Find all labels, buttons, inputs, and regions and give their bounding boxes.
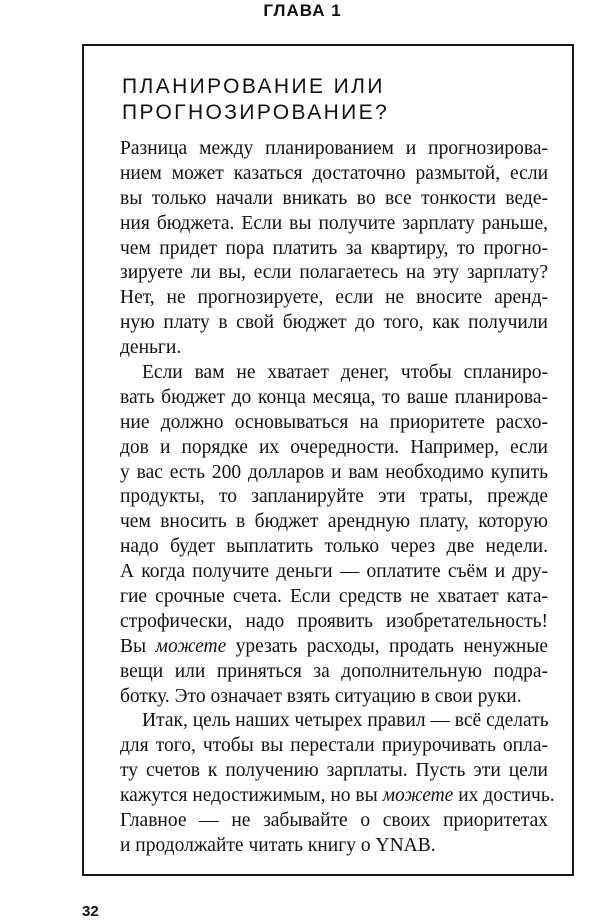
paragraph: [120, 709, 555, 858]
text-line: деньги.: [120, 337, 182, 359]
text-line: ния бюджета. Если вы получите зарплату раньше,: [120, 212, 548, 234]
text-line: ние должно основываться на приоритете расхо-: [120, 411, 548, 433]
text-line: вещи или приняться за дополнительную подра-: [120, 660, 548, 682]
text-line: и продолжайте читать книгу о YNAB.: [120, 834, 436, 856]
text-line: вать бюджет до конца месяца, то ваше планирова-: [120, 386, 548, 408]
text-line: гие срочные счета. Если средств не хватает ката-: [120, 586, 548, 608]
text-line: вы только начали вникать во все тонкости веде-: [120, 187, 548, 209]
text-line: надо будет выплатить только через две недели.: [120, 536, 548, 558]
text-line: Если вам не хватает денег, чтобы спланиро-: [142, 362, 548, 384]
text-line: нием может казаться достаточно размытой, если: [120, 162, 548, 184]
text-line: продукты, то запланируйте эти траты, прежде: [120, 486, 548, 508]
text-line: у вас есть 200 долларов и вам необходимо купить: [120, 461, 548, 483]
text-line: чем вносить в бюджет арендную плату, которую: [120, 511, 548, 533]
text-line: Главное — не забывайте о своих приоритетах: [120, 810, 548, 832]
text-line: ту счетов к получению зарплаты. Пусть эти цели: [120, 760, 548, 782]
sidebar-box: [82, 44, 574, 876]
text-line: Нет, не прогнозируете, если не вносите аренд-: [120, 287, 548, 309]
text-line: А когда получите деньги — оплатите съём и дру-: [120, 561, 548, 583]
page-number: 32: [82, 903, 99, 920]
chapter-running-head: ГЛАВА 1: [263, 1, 342, 20]
paragraph: [120, 361, 548, 709]
box-title-line-2: ПРОГНОЗИРОВАНИЕ?: [122, 101, 390, 124]
paragraph: [120, 137, 548, 361]
box-body-text: [120, 137, 555, 859]
text-line: Вы можете урезать расходы, продать ненужные: [120, 635, 549, 657]
text-line: Разница между планированием и прогнозирова-: [120, 138, 548, 159]
text-line: Итак, цель наших четырех правил — всё сделать: [142, 710, 549, 732]
box-title-line-1: ПЛАНИРОВАНИЕ ИЛИ: [122, 75, 385, 98]
text-line: зируете ли вы, если полагаетесь на эту зарплату?: [120, 262, 548, 284]
text-line: дов и порядке их очередности. Например, если: [120, 436, 548, 458]
box-title: [122, 74, 552, 126]
text-line: строфически, надо проявить изобретательность!: [120, 610, 548, 632]
text-line: для того, чтобы вы перестали приурочивать опла-: [120, 735, 548, 757]
emphasis: можете: [155, 635, 227, 657]
emphasis: можете: [382, 785, 454, 807]
text-line: ную плату в свой бюджет до того, как получили: [120, 312, 548, 334]
text-line: ботку. Это означает взять ситуацию в свои руки.: [120, 685, 522, 707]
text-line: кажутся недостижимым, но вы можете их достичь.: [120, 785, 555, 807]
text-line: чем придет пора платить за квартиру, то прогно-: [120, 237, 548, 259]
